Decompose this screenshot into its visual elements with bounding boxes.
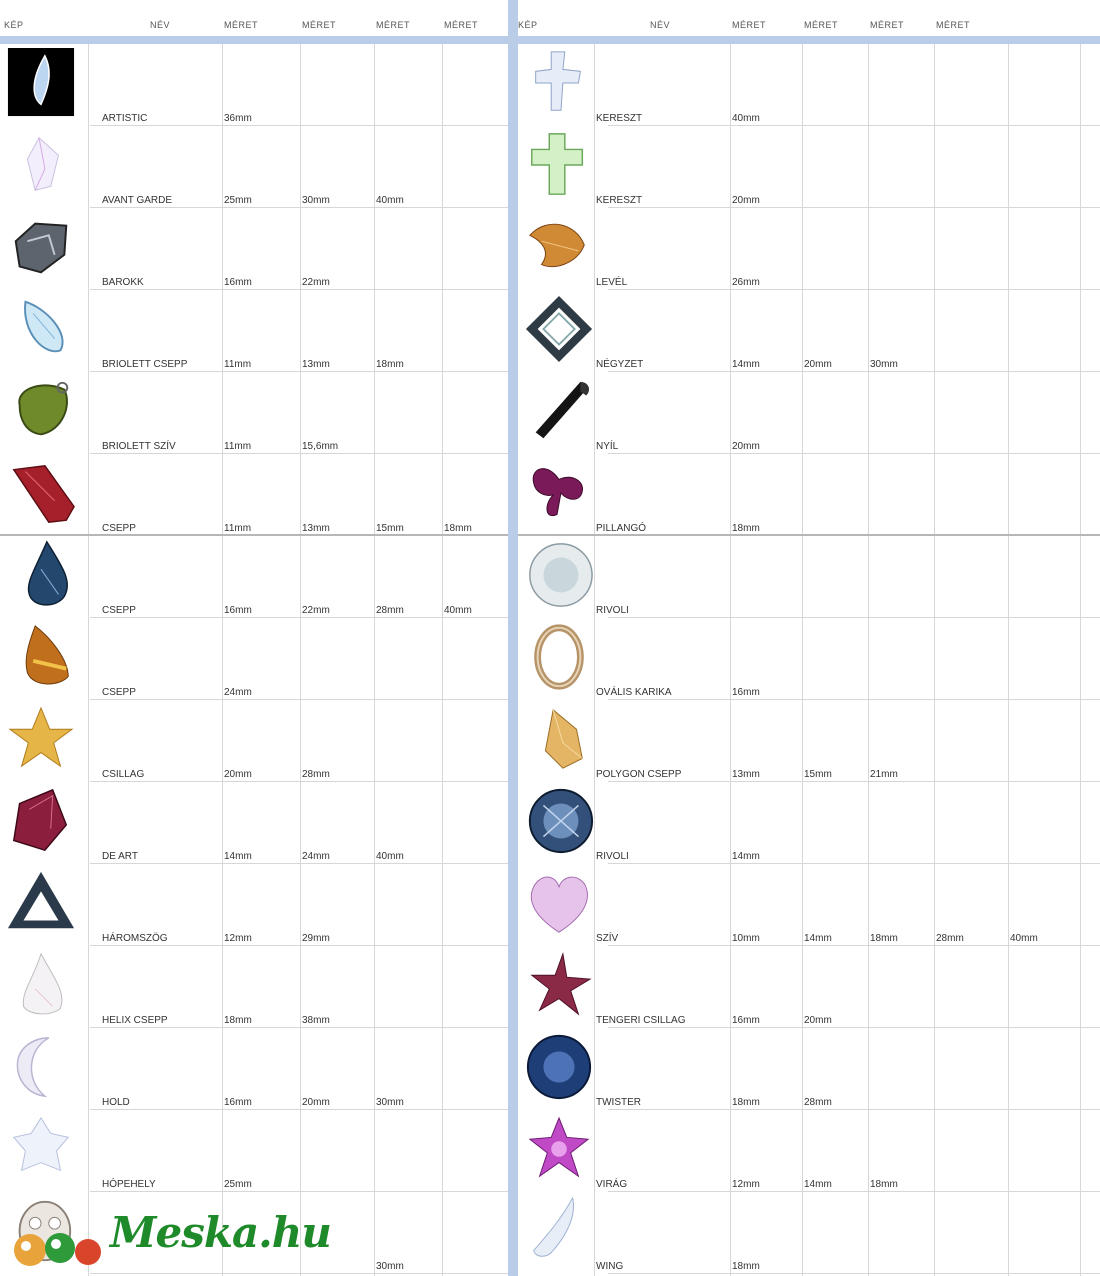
butterfly-icon xyxy=(524,458,594,528)
header-size-1: MÉRET xyxy=(224,20,258,30)
size-value: 20mm xyxy=(732,441,760,452)
header-size-2: MÉRET xyxy=(804,20,838,30)
product-name: RIVOLI xyxy=(596,851,629,862)
size-value: 18mm xyxy=(732,1261,760,1272)
size-value: 18mm xyxy=(224,1015,252,1026)
grid-column-line xyxy=(594,44,595,1276)
grid-column-line xyxy=(442,44,443,1276)
ruby-deart-icon xyxy=(6,786,76,856)
teardrop-black-bg-icon xyxy=(6,48,76,118)
table-row xyxy=(0,864,508,946)
size-value: 29mm xyxy=(302,933,330,944)
size-value: 18mm xyxy=(732,523,760,534)
product-name: TWISTER xyxy=(596,1097,641,1108)
header-name: NÉV xyxy=(150,20,171,30)
crescent-moon-icon xyxy=(6,1032,76,1102)
table-row xyxy=(518,44,1100,126)
size-value: 20mm xyxy=(804,1015,832,1026)
triangle-ring-icon xyxy=(6,868,76,938)
size-value: 28mm xyxy=(804,1097,832,1108)
table-row xyxy=(518,126,1100,208)
table-row xyxy=(0,782,508,864)
product-name: HÁROMSZÖG xyxy=(102,933,168,944)
product-name: KERESZT xyxy=(596,113,643,124)
oval-ring-icon xyxy=(524,622,594,692)
table-row xyxy=(0,1028,508,1110)
size-value: 10mm xyxy=(732,933,760,944)
table-row xyxy=(0,1110,508,1192)
product-name: OVÁLIS KARIKA xyxy=(596,687,672,698)
header-size-1: MÉRET xyxy=(732,20,766,30)
size-value: 30mm xyxy=(302,195,330,206)
section-divider xyxy=(0,534,508,536)
size-value: 28mm xyxy=(302,769,330,780)
table-row xyxy=(518,1028,1100,1110)
size-value: 11mm xyxy=(224,523,252,534)
purple-flower-icon xyxy=(524,1114,594,1184)
product-name: BRIOLETT SZÍV xyxy=(102,441,176,452)
size-value: 18mm xyxy=(444,523,472,534)
grid-column-line xyxy=(730,44,731,1276)
table-row xyxy=(0,208,508,290)
polygon-drop-icon xyxy=(524,704,594,774)
size-value: 24mm xyxy=(224,687,252,698)
header-image: KÉP xyxy=(518,20,538,30)
clear-rivoli-icon xyxy=(524,540,594,610)
size-value: 20mm xyxy=(732,195,760,206)
grid-column-line xyxy=(374,44,375,1276)
size-value: 25mm xyxy=(224,195,252,206)
product-name: TENGERI CSILLAG xyxy=(596,1015,686,1026)
size-value: 16mm xyxy=(732,1015,760,1026)
starfish-icon xyxy=(524,950,594,1020)
table-row xyxy=(0,536,508,618)
black-spike-icon xyxy=(524,376,594,446)
size-value: 12mm xyxy=(732,1179,760,1190)
olive-heart-icon xyxy=(6,376,76,446)
table-row xyxy=(518,454,1100,536)
product-name: RIVOLI xyxy=(596,605,629,616)
size-value: 22mm xyxy=(302,277,330,288)
left-header-row xyxy=(0,0,508,38)
size-value: 16mm xyxy=(224,1097,252,1108)
table-row xyxy=(518,290,1100,372)
product-name: BRIOLETT CSEPP xyxy=(102,359,188,370)
product-name: HOLD xyxy=(102,1097,130,1108)
blue-pear-icon xyxy=(6,540,76,610)
grid-column-line xyxy=(88,44,89,1276)
table-row xyxy=(0,454,508,536)
topaz-leaf-icon xyxy=(524,212,594,282)
table-row xyxy=(518,372,1100,454)
left-header-bar xyxy=(0,36,508,44)
table-row xyxy=(0,946,508,1028)
size-value: 16mm xyxy=(732,687,760,698)
size-value: 28mm xyxy=(376,605,404,616)
square-frame-icon xyxy=(524,294,594,364)
size-value: 14mm xyxy=(732,851,760,862)
size-value: 15mm xyxy=(376,523,404,534)
size-value: 15mm xyxy=(804,769,832,780)
header-name: NÉV xyxy=(650,20,671,30)
size-value: 18mm xyxy=(870,933,898,944)
product-name: WING xyxy=(596,1261,624,1272)
size-value: 14mm xyxy=(732,359,760,370)
size-value: 13mm xyxy=(302,359,330,370)
header-size-3: MÉRET xyxy=(870,20,904,30)
grid-column-line xyxy=(934,44,935,1276)
size-value: 16mm xyxy=(224,605,252,616)
table-row xyxy=(0,372,508,454)
product-name: ARTISTIC xyxy=(102,113,148,124)
grid-column-line xyxy=(222,44,223,1276)
product-name: CSEPP xyxy=(102,523,136,534)
product-name: NYÍL xyxy=(596,441,619,452)
table-row xyxy=(0,290,508,372)
table-row xyxy=(0,44,508,126)
size-value: 15,6mm xyxy=(302,441,339,452)
table-row xyxy=(518,1110,1100,1192)
size-value: 14mm xyxy=(224,851,252,862)
product-name: DE ART xyxy=(102,851,138,862)
size-value: 36mm xyxy=(224,113,252,124)
aqua-briolette-icon xyxy=(6,294,76,364)
grid-column-line xyxy=(300,44,301,1276)
size-value: 24mm xyxy=(302,851,330,862)
size-value: 11mm xyxy=(224,441,252,452)
size-value: 18mm xyxy=(732,1097,760,1108)
size-value: 38mm xyxy=(302,1015,330,1026)
size-value: 18mm xyxy=(870,1179,898,1190)
product-name: KERESZT xyxy=(596,195,643,206)
size-value: 13mm xyxy=(732,769,760,780)
left-table xyxy=(0,0,508,1276)
pink-heart-icon xyxy=(524,868,594,938)
table-row xyxy=(518,536,1100,618)
size-value: 13mm xyxy=(302,523,330,534)
watermark-text: Meska.hu xyxy=(110,1208,331,1257)
size-value: 12mm xyxy=(224,933,252,944)
clear-wing-icon xyxy=(524,1196,594,1266)
section-divider xyxy=(518,534,1100,536)
product-name: SZÍV xyxy=(596,933,619,944)
table-row xyxy=(518,782,1100,864)
size-value: 20mm xyxy=(224,769,252,780)
baroque-crystal-icon xyxy=(6,212,76,282)
size-value: 30mm xyxy=(376,1261,404,1272)
table-row xyxy=(0,618,508,700)
table-row xyxy=(518,208,1100,290)
row-divider xyxy=(608,1273,1100,1274)
product-name: VIRÁG xyxy=(596,1179,628,1190)
product-name: CSEPP xyxy=(102,687,136,698)
grid-column-line xyxy=(1080,44,1081,1276)
clear-crystal-icon xyxy=(6,130,76,200)
header-size-2: MÉRET xyxy=(302,20,336,30)
header-size-4: MÉRET xyxy=(444,20,478,30)
snowflake-icon xyxy=(6,1114,76,1184)
right-table xyxy=(518,0,1100,1276)
panel-divider xyxy=(508,0,518,1276)
right-header-row xyxy=(518,0,1100,38)
table-row xyxy=(518,864,1100,946)
product-name: POLYGON CSEPP xyxy=(596,769,682,780)
size-value: 40mm xyxy=(1010,933,1038,944)
header-size-4: MÉRET xyxy=(936,20,970,30)
grid-column-line xyxy=(802,44,803,1276)
product-name: HELIX CSEPP xyxy=(102,1015,168,1026)
product-name: NÉGYZET xyxy=(596,359,644,370)
size-value: 14mm xyxy=(804,933,832,944)
grid-column-line xyxy=(1008,44,1009,1276)
size-value: 16mm xyxy=(224,277,252,288)
product-name: HÓPEHELY xyxy=(102,1179,156,1190)
size-value: 11mm xyxy=(224,359,252,370)
table-row xyxy=(518,700,1100,782)
blue-twister-icon xyxy=(524,1032,594,1102)
product-name: CSILLAG xyxy=(102,769,145,780)
size-value: 21mm xyxy=(870,769,898,780)
size-value: 25mm xyxy=(224,1179,252,1190)
product-name: PILLANGÓ xyxy=(596,523,647,534)
size-value: 30mm xyxy=(870,359,898,370)
size-value: 28mm xyxy=(936,933,964,944)
header-image: KÉP xyxy=(4,20,24,30)
size-value: 40mm xyxy=(444,605,472,616)
table-row xyxy=(0,700,508,782)
product-name: BAROKK xyxy=(102,277,144,288)
size-value: 30mm xyxy=(376,1097,404,1108)
product-name: AVANT GARDE xyxy=(102,195,173,206)
gold-star-icon xyxy=(6,704,76,774)
table-row xyxy=(518,1192,1100,1274)
size-value: 40mm xyxy=(732,113,760,124)
header-size-3: MÉRET xyxy=(376,20,410,30)
size-value: 20mm xyxy=(804,359,832,370)
right-header-bar xyxy=(518,36,1100,44)
helix-drop-icon xyxy=(6,950,76,1020)
green-cross-icon xyxy=(524,130,594,200)
grid-column-line xyxy=(868,44,869,1276)
table-row xyxy=(518,618,1100,700)
clear-cross-icon xyxy=(524,48,594,118)
product-name: LEVÉL xyxy=(596,277,628,288)
blue-rivoli-icon xyxy=(524,786,594,856)
size-value: 40mm xyxy=(376,851,404,862)
amber-drop-icon xyxy=(6,622,76,692)
size-value: 14mm xyxy=(804,1179,832,1190)
size-value: 18mm xyxy=(376,359,404,370)
size-value: 20mm xyxy=(302,1097,330,1108)
red-drop-icon xyxy=(6,458,76,528)
table-row xyxy=(0,126,508,208)
size-value: 40mm xyxy=(376,195,404,206)
table-row xyxy=(518,946,1100,1028)
product-name: CSEPP xyxy=(102,605,136,616)
size-value: 22mm xyxy=(302,605,330,616)
row-divider xyxy=(90,1273,508,1274)
size-value: 26mm xyxy=(732,277,760,288)
